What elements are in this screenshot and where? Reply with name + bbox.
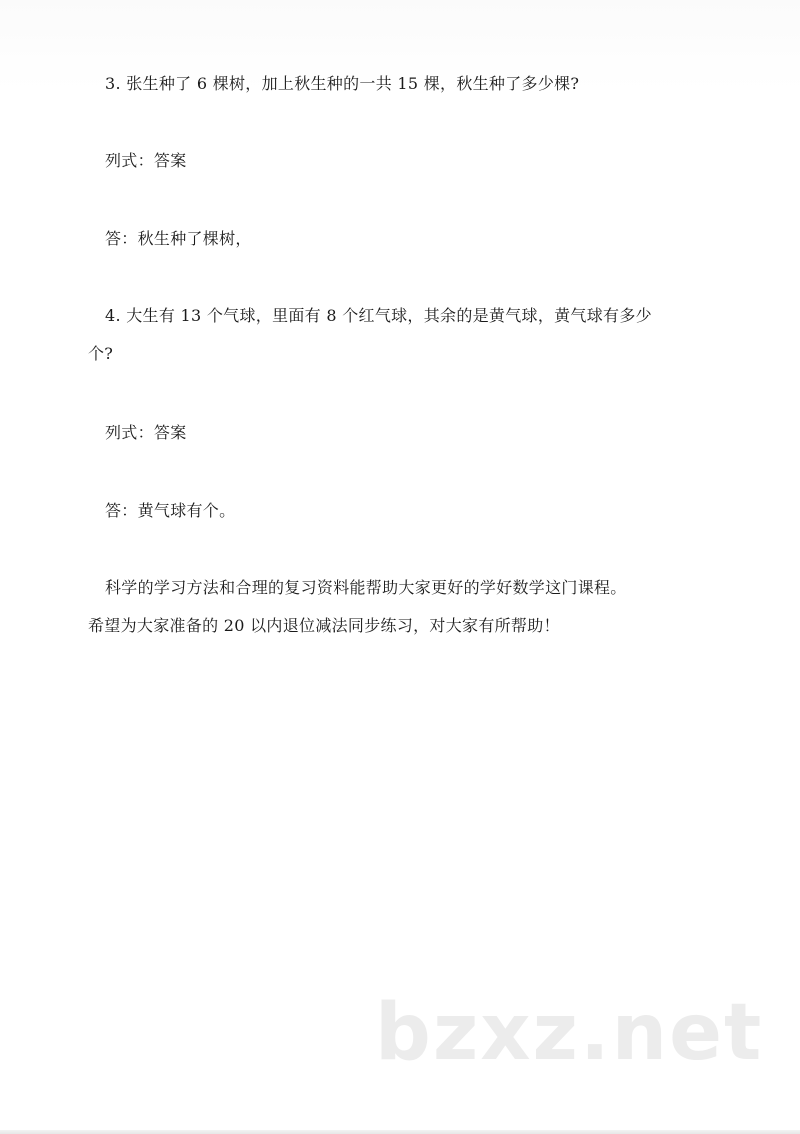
question-4-text-line1: 4. 大生有 13 个气球，里面有 8 个红气球，其余的是黄气球，黄气球有多少 (105, 306, 652, 325)
closing-paragraph-line2: 希望为大家准备的 20 以内退位减法同步练习，对大家有所帮助！ (88, 616, 560, 635)
question-4-text-line2: 个? (88, 344, 114, 363)
question-3-text: 3. 张生种了 6 棵树，加上秋生种的一共 15 棵，秋生种了多少棵? (105, 74, 580, 93)
page-bottom-edge (0, 1130, 800, 1134)
question-3-answer: 答：秋生种了棵树， (105, 229, 252, 248)
question-3-formula: 列式：答案 (105, 151, 187, 170)
question-4-answer: 答：黄气球有个。 (105, 501, 236, 520)
watermark-logo: bzxz.net (375, 988, 764, 1078)
closing-paragraph-line1: 科学的学习方法和合理的复习资料能帮助大家更好的学好数学这门课程。 (105, 578, 627, 597)
question-4-formula: 列式：答案 (105, 423, 187, 442)
